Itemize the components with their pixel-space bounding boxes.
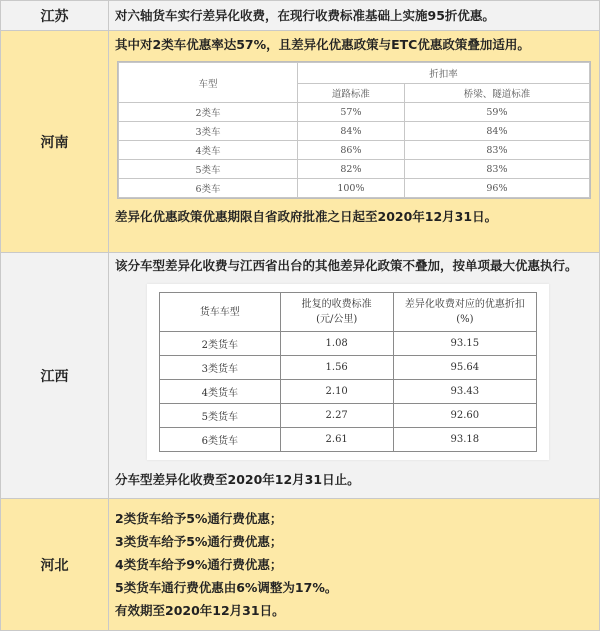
table-row: 5类车 82% 83% <box>119 160 590 179</box>
hn-header-discount: 折扣率 <box>297 63 589 84</box>
row-henan <box>1 31 600 253</box>
row-jiangsu <box>1 1 600 31</box>
jiangxi-rate-table-wrap <box>147 284 549 460</box>
hn-header-bridge: 桥梁、隧道标准 <box>404 84 589 103</box>
jiangxi-line1: 该分车型差异化收费与江西省出台的其他差异化政策不叠加，按单项最大优惠执行。 <box>115 258 578 273</box>
jx-header-rate: 批复的收费标准 (元/公里) <box>280 293 393 332</box>
henan-discount-table-wrap <box>117 61 591 199</box>
list-item: 3类货车给予5%通行费优惠； <box>115 534 283 549</box>
table-row: 4类货车 2.10 93.43 <box>160 380 537 404</box>
province-jiangsu: 江苏 <box>1 1 109 31</box>
table-row: 4类车 86% 83% <box>119 141 590 160</box>
row-jiangxi <box>1 253 600 499</box>
jx-header-type: 货车车型 <box>160 293 281 332</box>
henan-line2: 差异化优惠政策优惠期限自省政府批准之日起至2020年12月31日。 <box>115 209 498 224</box>
henan-discount-table <box>118 62 590 198</box>
list-item: 有效期至2020年12月31日。 <box>115 603 285 618</box>
list-item: 5类货车通行费优惠由6%调整为17%。 <box>115 580 338 595</box>
table-row: 3类车 84% 84% <box>119 122 590 141</box>
table-row: 6类车 100% 96% <box>119 179 590 198</box>
jiangxi-line2: 分车型差异化收费至2020年12月31日止。 <box>115 472 360 487</box>
hn-header-road: 道路标准 <box>297 84 404 103</box>
province-hebei: 河北 <box>1 499 109 631</box>
jiangxi-rate-table <box>159 292 537 452</box>
hebei-list <box>109 499 599 630</box>
province-jiangxi: 江西 <box>1 253 109 499</box>
jiangsu-text: 对六轴货车实行差异化收费，在现行收费标准基础上实施95折优惠。 <box>115 7 495 23</box>
table-row: 2类货车 1.08 93.15 <box>160 332 537 356</box>
row-hebei <box>1 499 600 631</box>
table-row: 3类货车 1.56 95.64 <box>160 356 537 380</box>
jx-header-discount: 差异化收费对应的优惠折扣 (%) <box>393 293 536 332</box>
hn-header-vehicle: 车型 <box>119 63 298 103</box>
table-row: 5类货车 2.27 92.60 <box>160 404 537 428</box>
list-item: 2类货车给予5%通行费优惠； <box>115 511 283 526</box>
table-row: 6类货车 2.61 93.18 <box>160 428 537 452</box>
province-henan: 河南 <box>1 31 109 253</box>
henan-line1: 其中对2类车优惠率达57%，且差异化优惠政策与ETC优惠政策叠加适用。 <box>115 37 530 52</box>
list-item: 4类货车给予9%通行费优惠； <box>115 557 283 572</box>
table-row: 2类车 57% 59% <box>119 103 590 122</box>
